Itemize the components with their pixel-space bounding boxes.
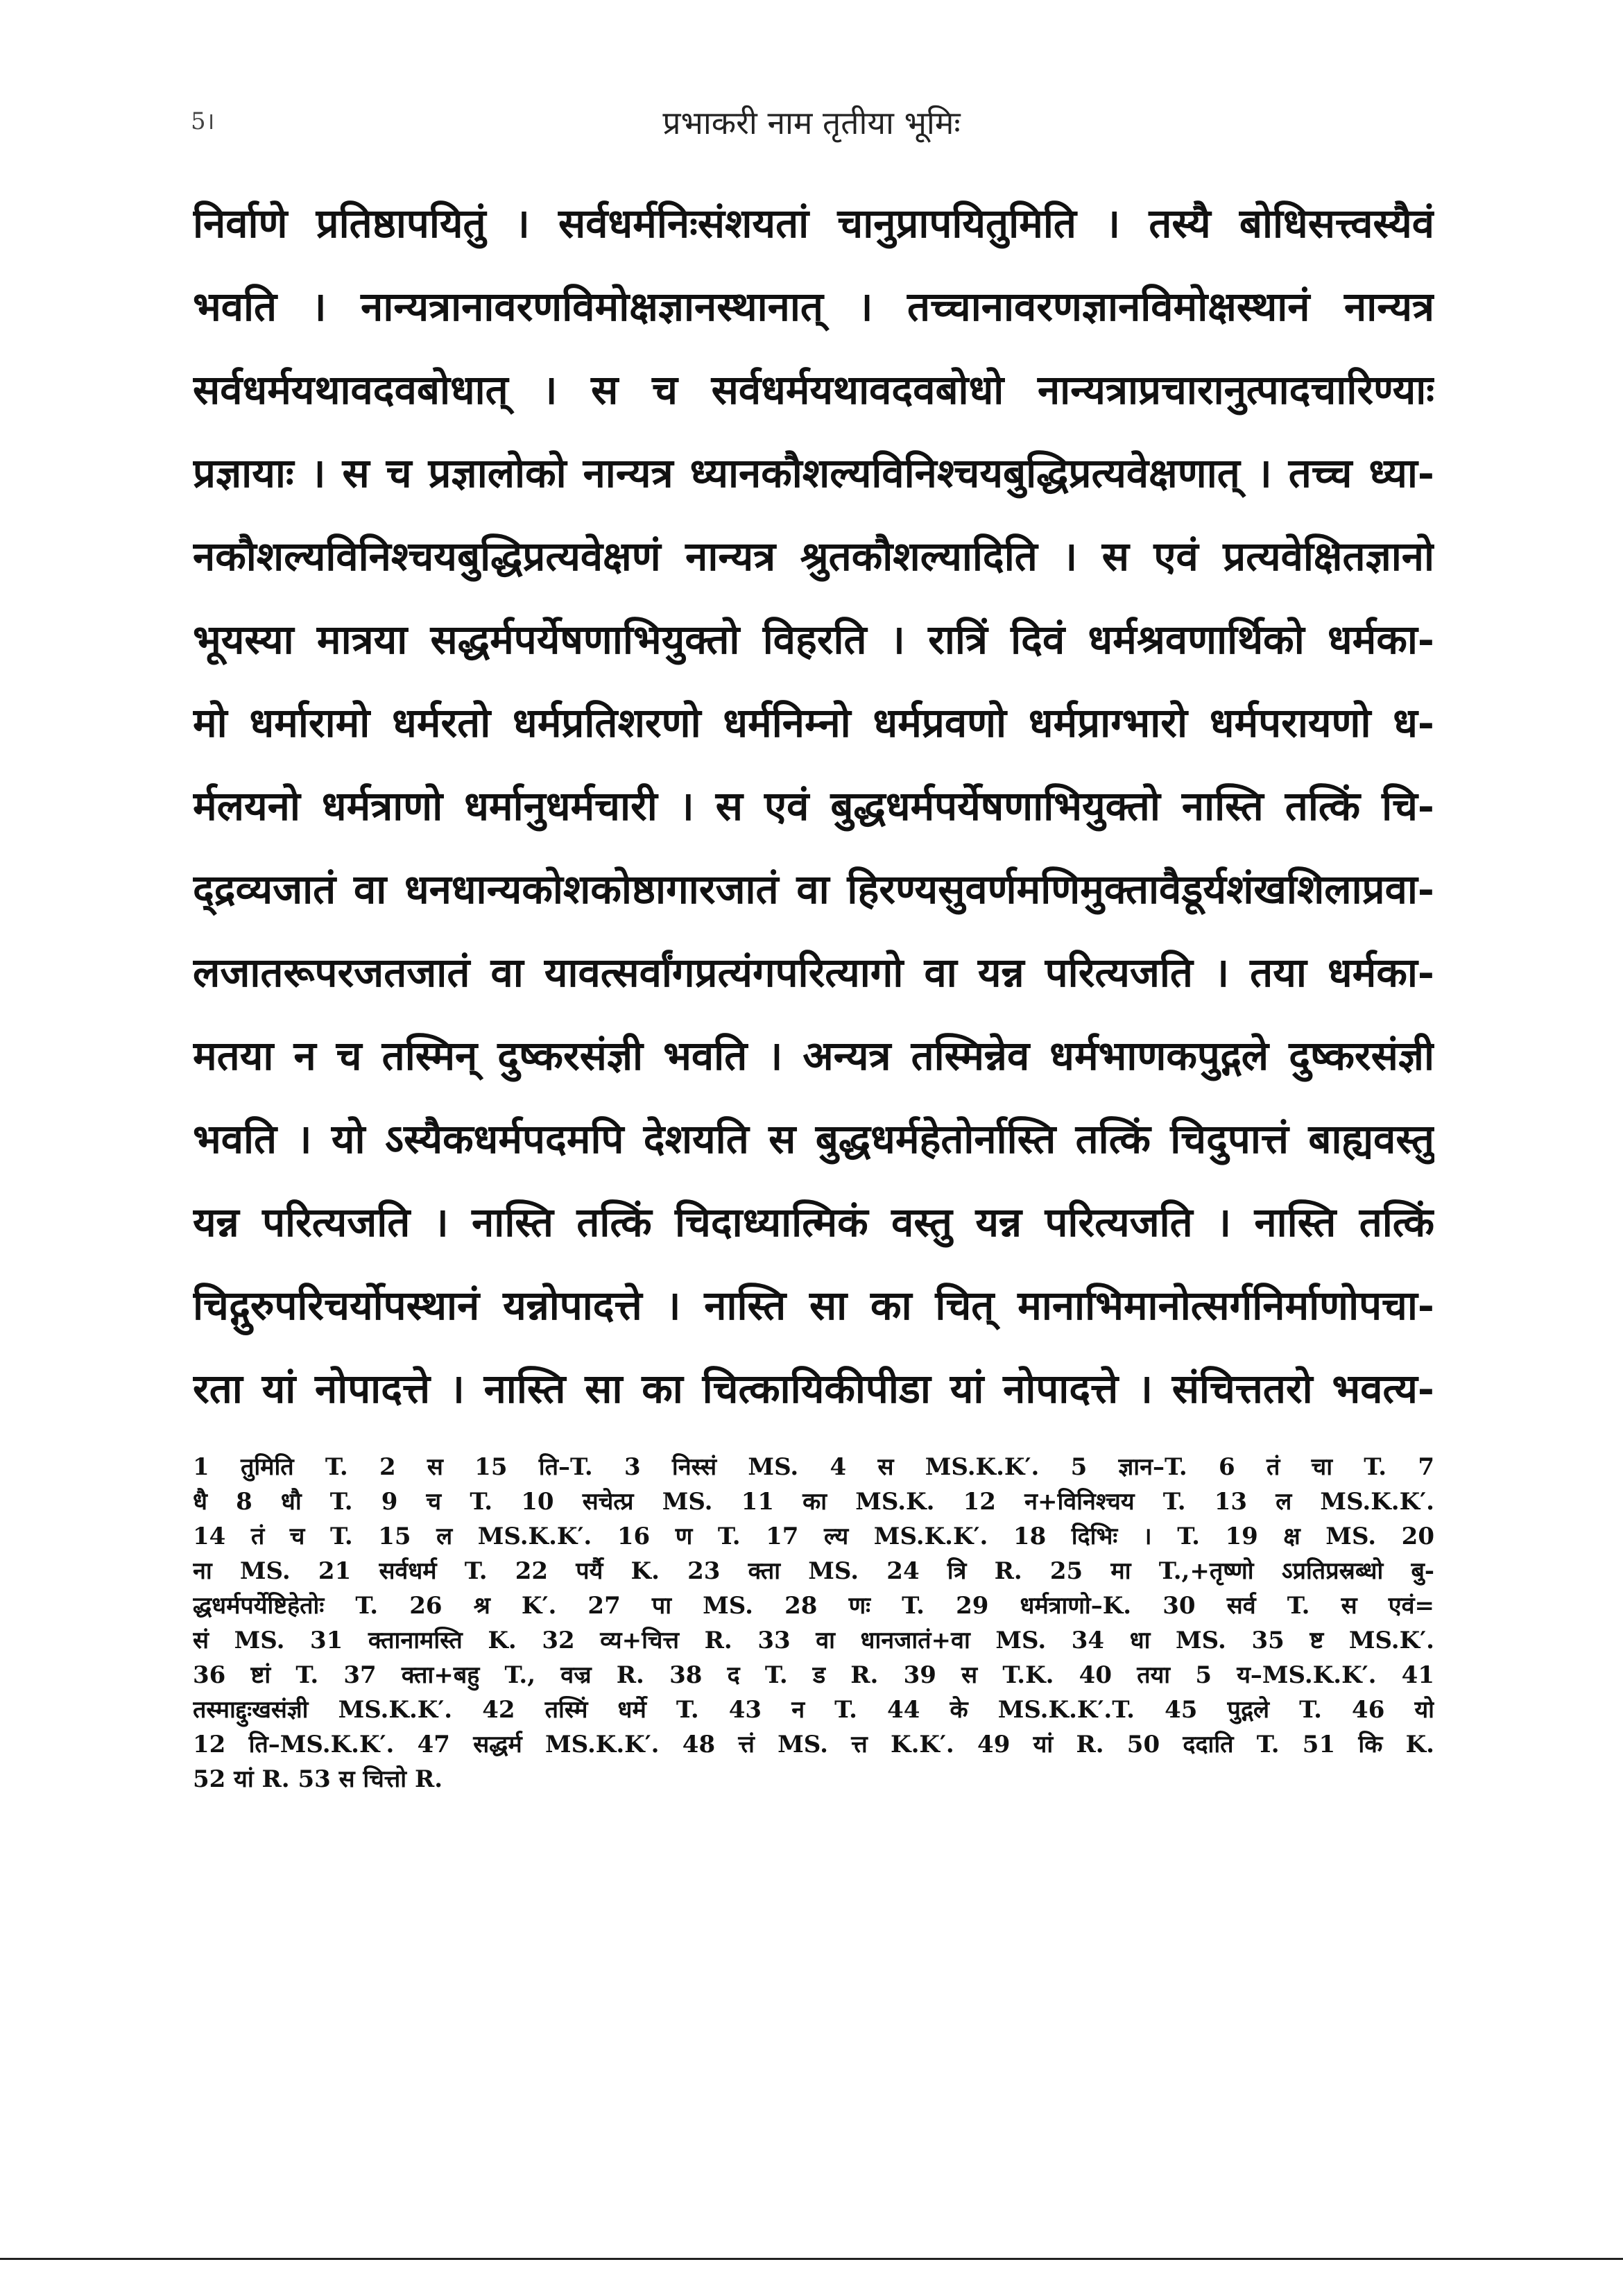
- text-line: सर्वधर्मयथावदवबोधात् । स च सर्वधर्मयथावदवबोधो नान्यत्राप्रचारानुत्पादचारिण्याः: [193, 366, 1434, 413]
- footnote-line: द्धधर्मपर्येष्टिहेतोः T. 26 श्र K′. 27 पा MS. 28 णः T. 29 धर्मत्राणो–K. 30 सर्व T. स एवं=: [193, 1592, 1434, 1620]
- running-title: प्रभाकरी नाम तृतीया भूमिः: [662, 104, 961, 142]
- text-line: भवति । नान्यत्रानावरणविमोक्षज्ञानस्थानात् । तच्चानावरणज्ञानविमोक्षस्थानं नान्यत्र: [193, 283, 1434, 330]
- main-text-block: [193, 182, 1434, 1430]
- text-line: र्मलयनो धर्मत्राणो धर्मानुधर्मचारी । स एवं बुद्धधर्मपर्येषणाभियुक्तो नास्ति तत्किं चि-: [193, 782, 1434, 830]
- text-line: भवति । यो ऽस्यैकधर्मपदमपि देशयति स बुद्धधर्महेतोर्नास्ति तत्किं चिदुपात्तं बाह्यवस्तु: [193, 1115, 1434, 1163]
- text-line: मतया न च तस्मिन् दुष्करसंज्ञी भवति । अन्यत्र तस्मिन्नेव धर्मभाणकपुद्गले दुष्करसंज्ञी: [193, 1032, 1434, 1079]
- text-line: रता यां नोपादत्ते । नास्ति सा का चित्कायिकीपीडा यां नोपादत्ते । संचित्ततरो भवत्य-: [193, 1365, 1434, 1412]
- footnote-line: 12 ति–MS.K.K′. 47 सद्धर्म MS.K.K′. 48 त्तं MS. त्त K.K′. 49 यां R. 50 ददाति T. 51 कि K.: [193, 1731, 1434, 1758]
- footnotes-block: [193, 1450, 1434, 1797]
- footnote-line: 1 तुमिति T. 2 स 15 ति–T. 3 निस्सं MS. 4 स MS.K.K′. 5 ज्ञान–T. 6 तं चा T. 7: [193, 1453, 1434, 1481]
- text-line: यन्न परित्यजति । नास्ति तत्किं चिदाध्यात्मिकं वस्तु यन्न परित्यजति । नास्ति तत्किं: [193, 1199, 1434, 1246]
- footnote-line: 14 तं च T. 15 ल MS.K.K′. 16 ण T. 17 ल्य MS.K.K′. 18 दिभिः । T. 19 क्ष MS. 20: [193, 1523, 1434, 1550]
- text-line: निर्वाणे प्रतिष्ठापयितुं । सर्वधर्मनिःसंशयतां चानुप्रापयितुमिति । तस्यै बोधिसत्त्वस्यैवं: [193, 200, 1434, 247]
- footnote-line: तस्माद्दुःखसंज्ञी MS.K.K′. 42 तस्मिं धर्मे T. 43 न T. 44 के MS.K.K′.T. 45 पुद्गले T. 46 यो: [193, 1696, 1434, 1724]
- footnote-line: 52 यां R. 53 स चित्तो R.: [193, 1765, 443, 1793]
- bottom-rule: [0, 2258, 1623, 2260]
- text-line: चिद्गुरुपरिचर्योपस्थानं यन्नोपादत्ते । नास्ति सा का चित् मानाभिमानोत्सर्गनिर्माणोपचा-: [193, 1282, 1434, 1329]
- text-line: द्द्रव्यजातं वा धनधान्यकोशकोष्ठागारजातं वा हिरण्यसुवर्णमणिमुक्तावैडूर्यशंखशिलाप्रवा-: [193, 866, 1434, 913]
- page-number: 5।: [191, 108, 215, 135]
- text-line: प्रज्ञायाः । स च प्रज्ञालोको नान्यत्र ध्यानकौशल्यविनिश्चयबुद्धिप्रत्यवेक्षणात् । तच्च ध्या-: [193, 449, 1434, 497]
- footnote-line: 36 ष्टां T. 37 क्ता+बहु T., वज्र R. 38 द T. ड R. 39 स T.K. 40 तया 5 य–MS.K.K′. 41: [193, 1661, 1434, 1689]
- text-line: मो धर्मारामो धर्मरतो धर्मप्रतिशरणो धर्मनिम्नो धर्मप्रवणो धर्मप्राग्भारो धर्मपरायणो ध-: [193, 699, 1434, 746]
- footnote-line: ना MS. 21 सर्वधर्म T. 22 पर्यै K. 23 क्ता MS. 24 त्रि R. 25 मा T.,+तृष्णो ऽप्रतिप्रस्रब्धो बु-: [193, 1557, 1434, 1585]
- text-line: नकौशल्यविनिश्चयबुद्धिप्रत्यवेक्षणं नान्यत्र श्रुतकौशल्यादिति । स एवं प्रत्यवेक्षितज्ञानो: [193, 533, 1434, 580]
- footnote-line: सं MS. 31 क्तानामस्ति K. 32 व्य+चित्त R. 33 वा धानजातं+वा MS. 34 धा MS. 35 ष्ट MS.K′.: [193, 1627, 1434, 1654]
- text-line: भूयस्या मात्रया सद्धर्मपर्येषणाभियुक्तो विहरति । रात्रिं दिवं धर्मश्रवणार्थिको धर्मका-: [193, 616, 1434, 663]
- text-line: लजातरूपरजतजातं वा यावत्सर्वांगप्रत्यंगपरित्यागो वा यन्न परित्यजति । तया धर्मका-: [193, 949, 1434, 996]
- footnote-line: धै 8 धौ T. 9 च T. 10 सचेत्प्र MS. 11 का MS.K. 12 न+विनिश्चय T. 13 ल MS.K.K′.: [193, 1488, 1434, 1516]
